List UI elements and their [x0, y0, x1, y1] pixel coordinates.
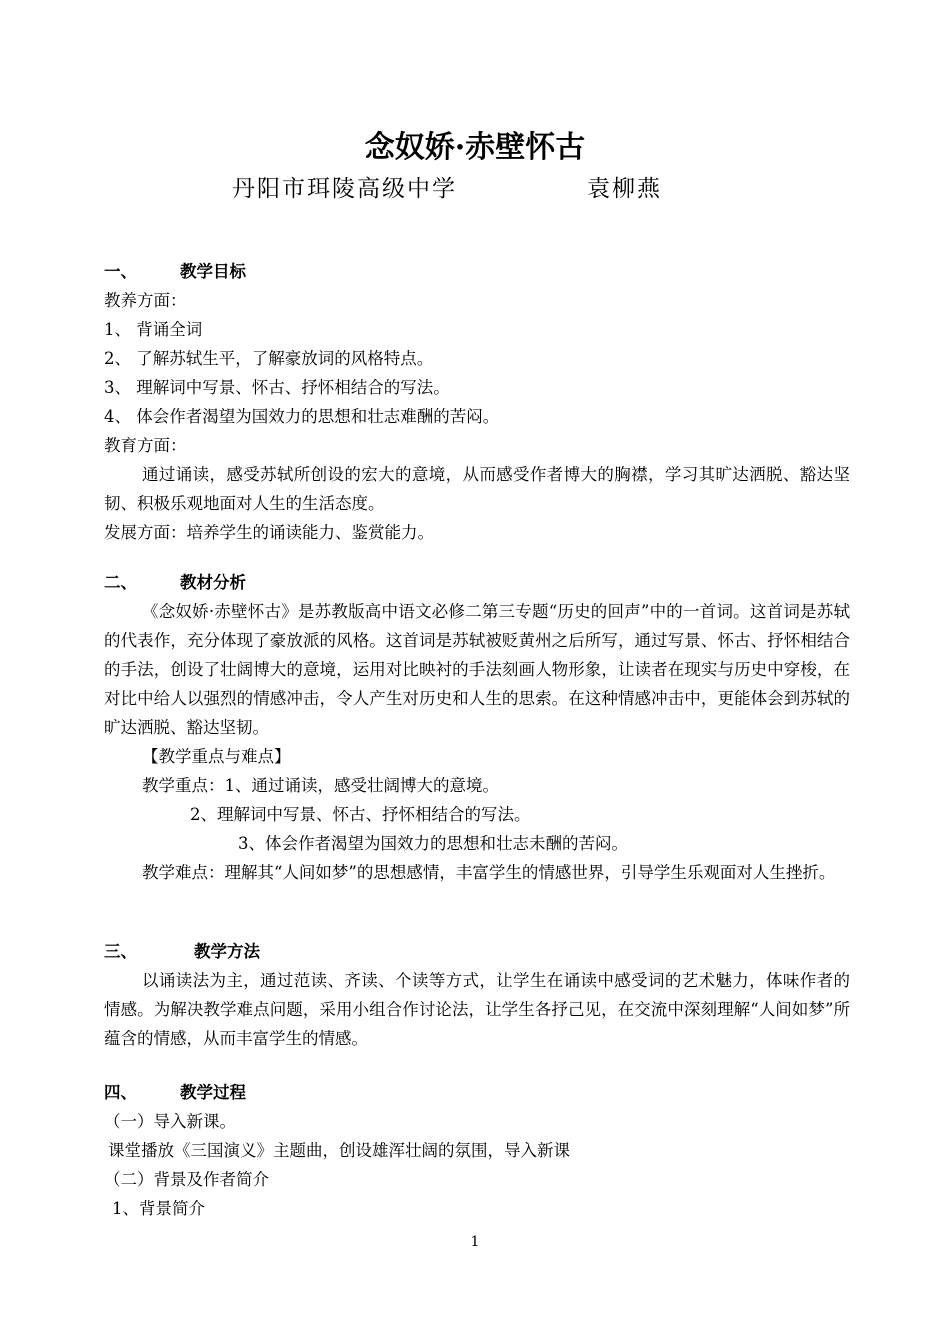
paragraph: 《念奴娇·赤壁怀古》是苏教版高中语文必修二第三专题“历史的回声”中的一首词。这首词是苏轼的代表作，充分体现了豪放派的风格。这首词是苏轼被贬黄州之后所写，通过写景、怀古、抒怀相结合的手法，创设了壮阔博大的意境，运用对比映衬的手法刻画人物形象，让读者在现实与历史中穿梭，在对比中给人以强烈的情感冲击，令人产生对历史和人生的思索。在这种情感冲击中，更能体会到苏轼的旷达洒脱、豁达坚韧。 [104, 602, 850, 737]
list-item: 3、 理解词中写景、怀古、抒怀相结合的写法。 [104, 378, 450, 397]
list-item: 2、理解词中写景、怀古、抒怀相结合的写法。 [190, 805, 531, 824]
author-name: 袁柳燕 [587, 176, 662, 202]
subheading: （一）导入新课。 [104, 1112, 236, 1131]
section-title: 教学方法 [194, 942, 260, 961]
paragraph: 以诵读法为主，通过范读、齐读、个读等方式，让学生在诵读中感受词的艺术魅力，体味作者的情感。为解决教学难点问题，采用小组合作讨论法，让学生各抒己见，在交流中深刻理解“人间如梦”所蕴含的情感，从而丰富学生的情感。 [104, 971, 850, 1048]
section-heading [104, 568, 850, 597]
list-item: 3、体会作者渴望为国效力的思想和壮志未酬的苦闷。 [238, 834, 628, 853]
list-item: 2、 了解苏轼生平，了解豪放词的风格特点。 [104, 349, 434, 368]
subheading: （二）背景及作者简介 [104, 1170, 269, 1189]
paragraph: 发展方面：培养学生的诵读能力、鉴赏能力。 [104, 523, 434, 542]
paragraph: 教学难点：理解其“人间如梦”的思想感情，丰富学生的情感世界，引导学生乐观面对人生挫折。 [142, 863, 836, 882]
subheading: 【教学重点与难点】 [142, 747, 291, 766]
paragraph: 教养方面： [104, 291, 187, 310]
section-number: 一、 [104, 262, 137, 281]
section-teaching-process [104, 1078, 850, 1223]
list-item: 1、 背诵全词 [104, 320, 203, 339]
section-teaching-method [104, 937, 850, 1053]
document-title: 念奴娇·赤壁怀古 [364, 130, 586, 165]
school-name: 丹阳市珥陵高级中学 [232, 176, 457, 202]
section-title: 教学过程 [180, 1083, 246, 1102]
section-number: 二、 [104, 573, 137, 592]
paragraph: 课堂播放《三国演义》主题曲，创设雄浑壮阔的氛围，导入新课 [108, 1141, 570, 1160]
section-number: 三、 [104, 942, 137, 961]
list-item: 4、 体会作者渴望为国效力的思想和壮志难酬的苦闷。 [104, 407, 500, 426]
section-heading [104, 1078, 850, 1107]
section-title: 教材分析 [180, 573, 246, 592]
list-item: 1、背景简介 [112, 1199, 205, 1218]
section-teaching-goals [104, 257, 850, 547]
section-heading [104, 257, 850, 286]
section-heading [104, 937, 850, 966]
section-material-analysis [104, 568, 850, 887]
section-number: 四、 [104, 1083, 137, 1102]
page-number: 1 [470, 1234, 480, 1250]
list-item: 教学重点：1、通过诵读，感受壮阔博大的意境。 [142, 776, 499, 795]
paragraph: 通过诵读，感受苏轼所创设的宏大的意境，从而感受作者博大的胸襟，学习其旷达洒脱、豁达坚韧、积极乐观地面对人生的生活态度。 [104, 465, 850, 513]
paragraph: 教育方面： [104, 436, 187, 455]
section-title: 教学目标 [180, 262, 246, 281]
